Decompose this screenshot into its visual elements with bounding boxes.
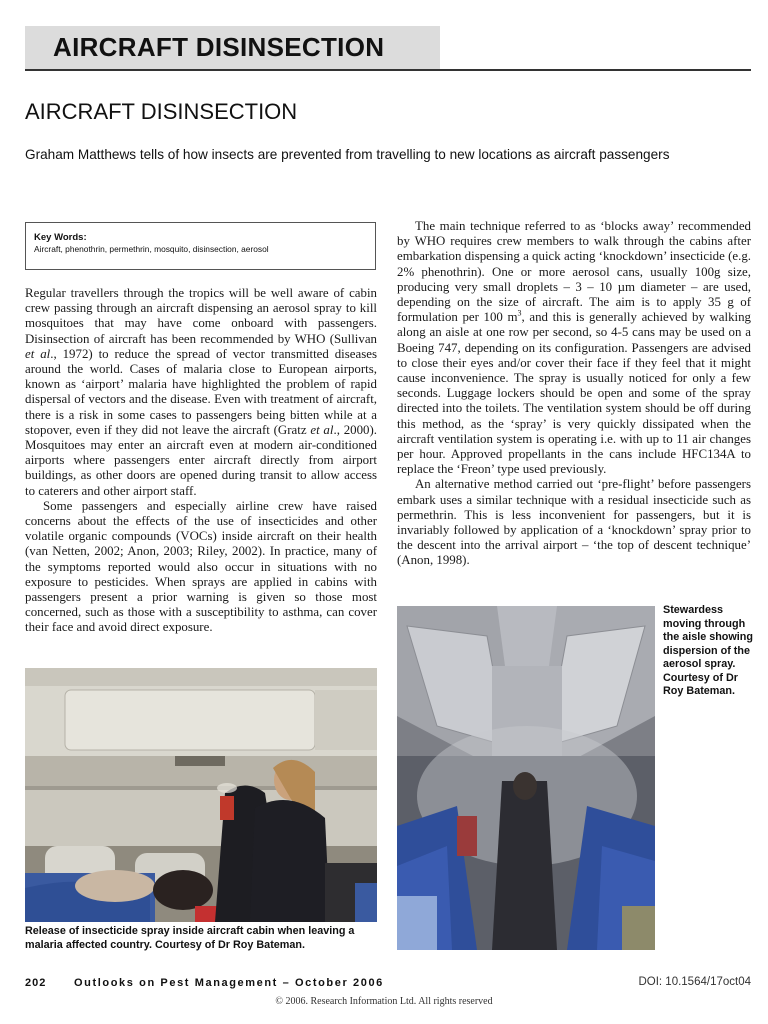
photo-caption-right: Stewardess moving through the aisle showing dispersion of the aerosol spray. Courtesy of Dr Roy Bateman. [663,604,753,697]
body-paragraph: An alternative method carried out ‘pre-flight’ before passengers embark uses a similar technique with a residual insecticide such as permethrin. This is less inconvenient for passengers, but it is invariably followed by application of a ‘knockdown’ spray prior to the descent into the arrival airport – ‘the top of descent technique’ (Anon, 1998). [397,477,751,568]
copyright-notice: © 2006. Research Information Ltd. All rights reserved [275,996,493,1007]
page-number: 202 [25,977,47,989]
header-rule [25,69,751,71]
banner-title: AIRCRAFT DISINSECTION [53,32,385,62]
body-column-right [397,219,751,569]
keywords-heading: Key Words: [34,232,87,243]
article-title: AIRCRAFT DISINSECTION [25,99,298,124]
header-banner [25,26,440,69]
article-standfirst: Graham Matthews tells of how insects are prevented from travelling to new locations as aircraft passengers [25,147,670,162]
keywords-list: Aircraft, phenothrin, permethrin, mosquito, disinsection, aerosol [34,244,269,254]
body-paragraph: Regular travellers through the tropics will be well aware of cabin crew passing through an aircraft dispensing an aerosol spray to kill mosquitoes that may have come onboard with passengers. Disinsection of aircraft has been recommended by WHO (Sullivan et al., 1972) to reduce the spread of vector transmitted diseases around the world. Cases of malaria close to European airports, known as ‘airport’ malaria have highlighted the problem of rapid dispersal of vectors and the disease. Even with treatment of aircraft, there is a risk in some cases to passengers being bitten while at a stopover, even if they did not leave the aircraft (Gratz et al., 2000). Mosquitoes may enter an aircraft even at modern air-conditioned airports where passengers enter aircraft directly from airport buildings, as other doors are opened during transit to allow access to caterers and other airport staff. [25,286,377,498]
body-paragraph: The main technique referred to as ‘blocks away’ recommended by WHO requires crew members to walk through the cabins after embarkation dispensing a quick acting ‘knockdown’ insecticide (e.g. 2% phenothrin). One or more aerosol cans, usually 100g size, producing very small droplets – 3 – 10 µm diameter – are used, depending on the size of aircraft. The aim is to apply 35 g of formulation per 100 $m^3$, and this is generally achieved by walking along an aisle at one row per second, so 4-5 cans may be used on a Boeing 747, depending on its configuration. Passengers are advised to close their eyes and/or cover their face if they feel that it might cause inconvenience. The spray is usually noticed for only a few seconds. Luggage lockers should be open and some of the spray directed into the toilets. The ventilation system should be off during this method, as the ‘spray’ is very quickly dissipated when the aircraft ventilation system is operating i.e. with up to 11 air changes per hour. Approved propellants in the cans include HFC134A to replace the ‘Freon’ type used previously. [397,219,752,477]
photo-caption-left: Release of insecticide spray inside aircraft cabin when leaving a malaria affected country. Courtesy of Dr Roy Bateman. [25,925,355,951]
doi-label: DOI: 10.1564/17oct04 [638,976,751,988]
keywords-box [25,222,376,270]
photo-stewardess-spraying [25,668,377,922]
body-paragraph: Some passengers and especially airline crew have raised concerns about the effects of the use of insecticides and other volatile organic compounds (VOCs) inside aircraft on their health (van Netten, 2002; Anon, 2003; Riley, 2002). In practice, many of the symptoms reported would also occur in situations with no exposure to pesticides. When sprays are applied in cabins with passengers present a prior warning is given so those most concerned, such as those with a susceptibility to asthma, can cover their face and avoid direct exposure. [25,498,377,635]
body-column-left [25,286,377,636]
journal-name: Outlooks on Pest Management – October 2006 [74,977,384,989]
photo-cabin-aisle [397,606,655,950]
